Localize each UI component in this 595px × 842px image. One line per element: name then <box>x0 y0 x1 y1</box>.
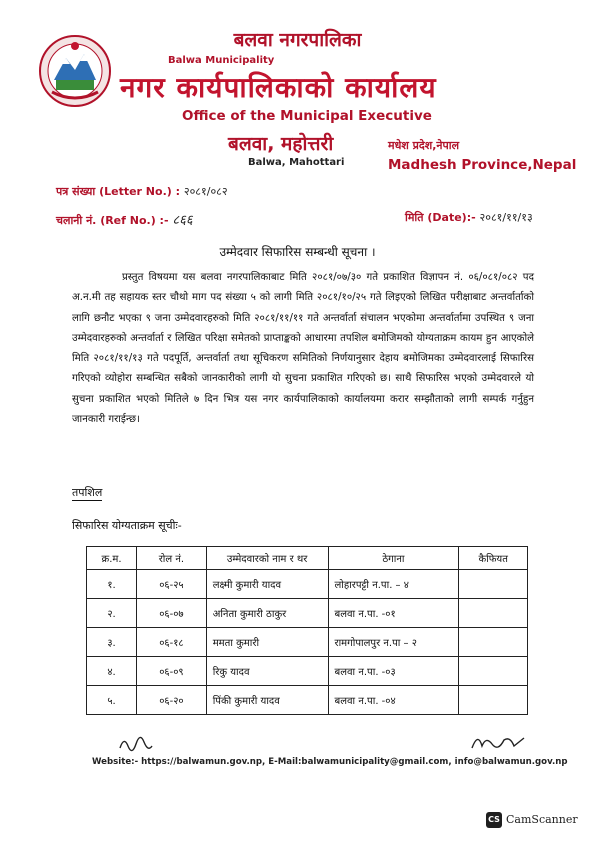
cell-remarks <box>459 657 528 686</box>
cell-address: लोहारपट्टी न.पा. – ४ <box>328 570 459 599</box>
cell-name: पिंकी कुमारी यादव <box>206 686 328 715</box>
cell-roll: ०६-१८ <box>137 628 207 657</box>
letter-number <box>56 184 228 199</box>
table-row <box>87 570 528 599</box>
notice-title: उम्मेदवार सिफारिस सम्बन्धी सूचना । <box>219 245 376 259</box>
date-label: मिति (Date):- <box>405 211 476 224</box>
cell-address: रामगोपालपुर न.पा – २ <box>328 628 459 657</box>
cell-address: बलवा न.पा. -०१ <box>328 599 459 628</box>
office-name-np: नगर कार्यपालिकाको कार्यालय <box>120 71 437 104</box>
col-name-header: उम्मेदवारको नाम र थर <box>206 547 328 570</box>
city-name-en: Balwa, Mahottari <box>248 157 345 168</box>
table-row <box>87 599 528 628</box>
date-value: २०८१/११/१३ <box>479 211 533 224</box>
table-header-row <box>87 547 528 570</box>
cell-name: लक्ष्मी कुमारी यादव <box>206 570 328 599</box>
cell-remarks <box>459 686 528 715</box>
table-row <box>87 686 528 715</box>
camscanner-logo-icon: CS <box>486 812 502 828</box>
notice-body-paragraph: प्रस्तुत विषयमा यस बलवा नगरपालिकाबाट मिति २०८१/०७/३० गते प्रकाशित विज्ञापन नं. ०६/०८१/०८२ पद अ.न.मी तह सहायक स्तर चौथो माग पद संख्या ५ को लागी मिति २०८१/१०/२५ गते लिइएको लिखित परीक्षाबाट अन्तर्वार्ताको लागि छनौट भएका ९ जना उम्मेदवारहरुको मिति २०८१/११/११ गते अन्तर्वार्ता संचालन भएकोमा अन्तर्वार्तामा उपस्थित ९ जना उम्मेदवारहरुको अन्तर्वार्ता र लिखित परिक्षा समेतको प्राप्ताङ्कको आधारमा तपशिल बमोजिमको योग्यताक्रम कायम हुन आएकोले मिति २०८१/११/१३ गते पदपूर्ति, अन्तर्वार्ता तथा सूचिकरण समितिको निर्णयानुसार देहाय बमोजिमका उम्मेदवारलाई सिफारिस गरिएको व्योहोरा सम्बन्धित सबैको जानकारीको लागी यो सुचना प्रकाशित गरिएको छ। साथै सिफारिस भएको उम्मेदवारले यो सुचना प्रकाशित भएको मितिले ७ दिन भित्र यस नगर कार्यपालिकाको कार्यालयमा करार सम्झौताको लागी सम्पर्क गर्नुहुन जानकारी गराईन्छ। <box>72 272 534 426</box>
ref-number-label: चलानी नं. (Ref No.) :- <box>56 214 169 227</box>
cell-serial: ४. <box>87 657 137 686</box>
cell-address: बलवा न.पा. -०३ <box>328 657 459 686</box>
details-heading: तपशिल <box>72 486 103 499</box>
cell-serial: ३. <box>87 628 137 657</box>
signature-left-icon <box>118 734 158 756</box>
cell-serial: २. <box>87 599 137 628</box>
cell-roll: ०६-०७ <box>137 599 207 628</box>
letter-number-value: २०८१/०८२ <box>183 185 228 198</box>
cell-address: बलवा न.पा. -०४ <box>328 686 459 715</box>
col-roll-header: रोल नं. <box>137 547 207 570</box>
cell-name: अनिता कुमारी ठाकुर <box>206 599 328 628</box>
letter-number-label: पत्र संख्या (Letter No.) : <box>56 185 181 198</box>
signature-right-icon <box>470 732 526 756</box>
ref-number-value: ८६६ <box>172 213 193 228</box>
cell-roll: ०६-०९ <box>137 657 207 686</box>
col-remarks-header: कैफियत <box>459 547 528 570</box>
date <box>405 210 533 225</box>
cell-remarks <box>459 628 528 657</box>
cell-roll: ०६-२५ <box>137 570 207 599</box>
table-row <box>87 628 528 657</box>
city-name-np: बलवा, महोत्तरी <box>228 133 334 155</box>
province-name-en: Madhesh Province,Nepal <box>388 157 577 173</box>
cell-remarks <box>459 570 528 599</box>
recommendation-list-title: सिफारिस योग्यताक्रम सूचीः- <box>72 519 182 532</box>
cell-name: रिकु यादव <box>206 657 328 686</box>
cell-serial: १. <box>87 570 137 599</box>
ref-number <box>56 210 193 228</box>
table-row <box>87 657 528 686</box>
province-name-np: मधेश प्रदेश,नेपाल <box>388 139 460 152</box>
col-serial-header: क्र.म. <box>87 547 137 570</box>
cell-remarks <box>459 599 528 628</box>
office-name-en: Office of the Municipal Executive <box>182 108 432 124</box>
recommendation-table <box>86 546 528 715</box>
col-address-header: ठेगाना <box>328 547 459 570</box>
municipality-name-en: Balwa Municipality <box>168 55 275 66</box>
municipality-name-np: बलवा नगरपालिका <box>233 29 362 51</box>
notice-body <box>72 268 534 430</box>
cell-serial: ५. <box>87 686 137 715</box>
cell-roll: ०६-२० <box>137 686 207 715</box>
cell-name: ममता कुमारी <box>206 628 328 657</box>
camscanner-label: CamScanner <box>506 813 578 826</box>
footer-contact: Website:- https://balwamun.gov.np, E-Mail:balwamunicipality@gmail.com, info@balwamun.gov.np <box>92 757 568 767</box>
